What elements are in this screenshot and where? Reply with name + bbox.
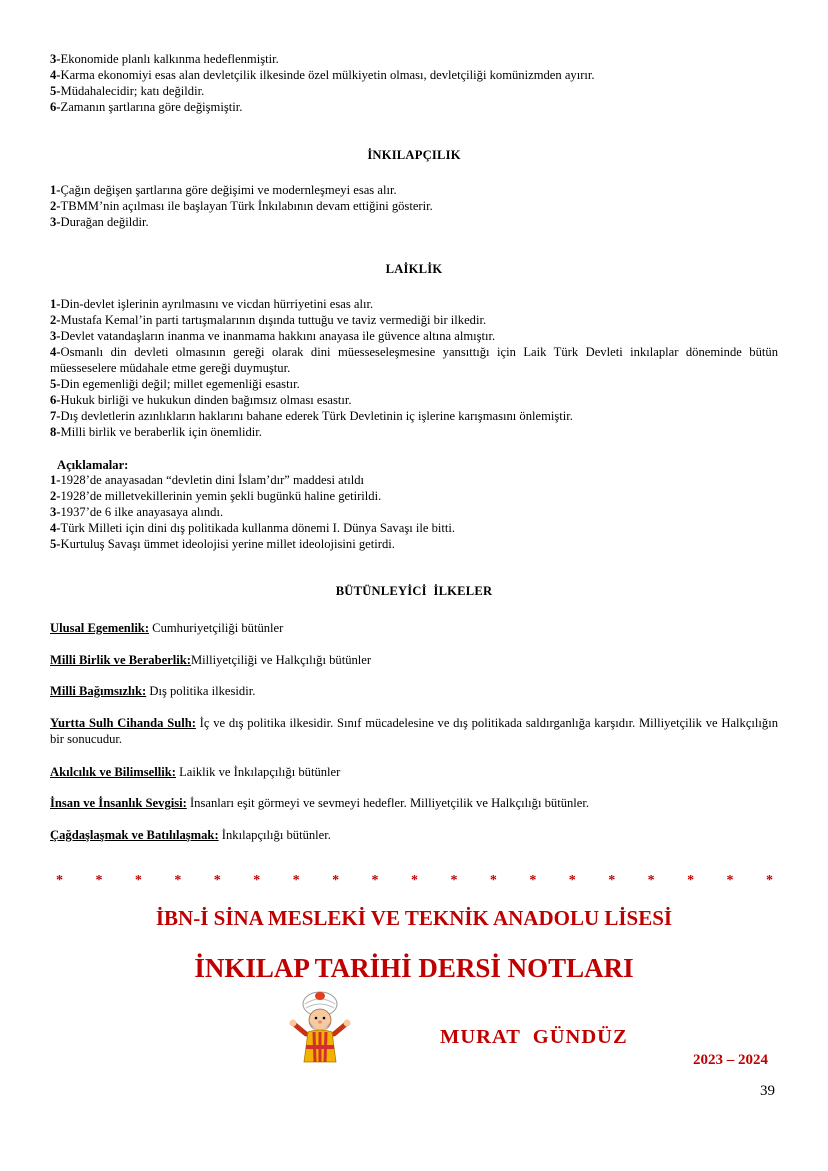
separator-star: * [174, 873, 182, 888]
list-item: 2-1928’de milletvekillerinin yemin şekli bugünkü haline getirildi. [50, 489, 382, 503]
principle-item: Çağdaşlaşmak ve Batılılaşmak: İnkılapçılığı bütünler. [50, 828, 331, 842]
principle-item: Ulusal Egemenlik: Cumhuriyetçiliği bütünler [50, 621, 284, 635]
principle-item: Milli Birlik ve Beraberlik:Milliyetçiliği ve Halkçılığı bütünler [50, 653, 372, 667]
separator-star: * [608, 873, 616, 888]
list-item: 7-Dış devletlerin azınlıkların haklarını bahane ederek Türk Devletinin iç işlerine karışmasını önlemiştir. [50, 409, 573, 423]
separator-star: * [529, 873, 537, 888]
separator-star: * [292, 873, 300, 888]
list-item: 1-1928’de anayasadan “devletin dini İslam’dır” maddesi atıldı [50, 473, 365, 487]
principle-item: Akılcılık ve Bilimsellik: Laiklik ve İnkılapçılığı bütünler [50, 765, 341, 779]
star-separator [0, 873, 828, 893]
list-item: 3-1937’de 6 ilke anayasaya alındı. [50, 505, 224, 519]
author-name: MURAT GÜNDÜZ [440, 1026, 628, 1048]
separator-star: * [489, 873, 497, 888]
section-title-inkilapcilik: İNKILAPÇILIK [367, 148, 461, 162]
list-item: 3-Devlet vatandaşların inanma ve inanmama hakkını anayasa ile güvence altına almıştır. [50, 329, 496, 343]
list-item: 2-TBMM’nin açılması ile başlayan Türk İnkılabının devam ettiğini gösterir. [50, 199, 433, 213]
principle-item: İnsan ve İnsanlık Sevgisi: İnsanları eşit görmeyi ve sevmeyi hedefler. Milliyetçilik ve Halkçılığı bütünler. [50, 796, 590, 810]
course-title: İNKILAP TARİHİ DERSİ NOTLARI [194, 953, 634, 983]
school-name: İBN-İ SİNA MESLEKİ VE TEKNİK ANADOLU LİSESİ [155, 906, 673, 930]
page-number: 39 [760, 1083, 775, 1099]
separator-star: * [766, 873, 773, 888]
separator-star: * [371, 873, 379, 888]
list-item: 4-Türk Milleti için dini dış politikada kullanma dönemi I. Dünya Savaşı ile bitti. [50, 521, 456, 535]
list-item: 5-Din egemenliği değil; millet egemenliği esastır. [50, 377, 300, 391]
separator-star: * [411, 873, 418, 888]
list-item: 6-Zamanın şartlarına göre değişmiştir. [50, 100, 243, 114]
list-item: 4-Osmanlı din devleti olmasının gereği olarak dini müesseseleşmesine yansıttığı için Laik Türk Devleti inkılaplar döneminde bütün müesseselere müdahale etme gereği duymuştur. [50, 345, 778, 375]
separator-star: * [332, 873, 340, 888]
principle-item: Yurtta Sulh Cihanda Sulh: İç ve dış politika ilkesidir. Sınıf mücadelesine ve dış politikada saldırganlığa karşıdır. Milliyetçilik ve Halkçılığın bir sonucudur. [50, 716, 779, 746]
nasreddin-hodja-mascot-icon [288, 990, 352, 1066]
school-year: 2023 – 2024 [693, 1052, 768, 1068]
list-item: 4-Karma ekonomiyi esas alan devletçilik ilkesinde özel mülkiyetin olması, devletçiliği komünizmden ayırır. [50, 68, 595, 82]
separator-star: * [568, 873, 576, 888]
separator-star: * [95, 873, 103, 888]
list-item: 6-Hukuk birliği ve hukukun dinden bağımsız olması esastır. [50, 393, 352, 407]
list-item: 3-Ekonomide planlı kalkınma hedeflenmiştir. [50, 52, 279, 66]
separator-star: * [726, 873, 734, 888]
list-item: 3-Durağan değildir. [50, 215, 149, 229]
list-item: 1-Çağın değişen şartlarına göre değişimi ve modernleşmeyi esas alır. [50, 183, 397, 197]
section-title-laiklik: LAİKLİK [385, 262, 443, 276]
separator-star: * [687, 873, 695, 888]
separator-star: * [253, 873, 261, 888]
list-item: 5-Müdahalecidir; katı değildir. [50, 84, 205, 98]
separator-star: * [213, 873, 221, 888]
separator-star: * [647, 873, 655, 888]
list-item: 8-Milli birlik ve beraberlik için önemlidir. [50, 425, 262, 439]
section-title-butunleyici: BÜTÜNLEYİCİ İLKELER [335, 584, 493, 598]
separator-star: * [56, 873, 63, 888]
separator-star: * [450, 873, 458, 888]
separator-star: * [134, 873, 142, 888]
list-item: 1-Din-devlet işlerinin ayrılmasını ve vicdan hürriyetini esas alır. [50, 297, 374, 311]
list-item: 5-Kurtuluş Savaşı ümmet ideolojisi yerine millet ideolojisini getirdi. [50, 537, 395, 551]
list-item: 2-Mustafa Kemal’in parti tartışmalarının dışında tuttuğu ve taviz vermediği bir ilkedir. [50, 313, 487, 327]
notes-title: Açıklamalar: [57, 458, 129, 472]
principle-item: Milli Bağımsızlık: Dış politika ilkesidir. [50, 684, 256, 698]
